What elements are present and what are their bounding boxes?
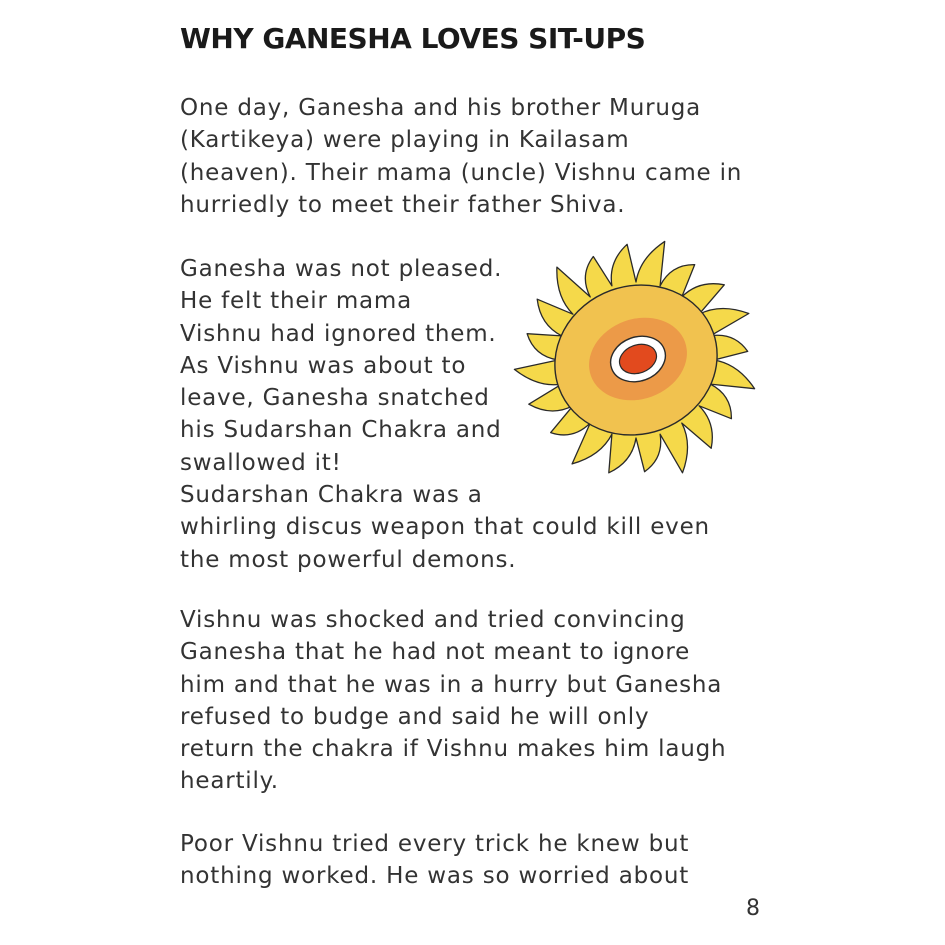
text-line: (heaven). Their mama (uncle) Vishnu came in bbox=[180, 159, 743, 186]
text-line: He felt their mama bbox=[180, 288, 413, 315]
text-line: Poor Vishnu tried every trick he knew but bbox=[180, 831, 690, 857]
chakra-sun-icon bbox=[512, 238, 762, 478]
text-line: nothing worked. He was so worried about bbox=[180, 863, 690, 890]
text-line: him and that he was in a hurry but Ganesha bbox=[180, 671, 723, 698]
text-line: refused to budge and said he will only bbox=[180, 703, 650, 730]
text-line: his Sudarshan Chakra and bbox=[180, 417, 502, 444]
text-line: the most powerful demons. bbox=[180, 546, 517, 573]
text-line: (Kartikeya) were playing in Kailasam bbox=[180, 127, 630, 154]
text-line: Ganesha that he had not meant to ignore bbox=[180, 639, 691, 666]
text-line: Sudarshan Chakra was a bbox=[180, 482, 483, 509]
text-line: return the chakra if Vishnu makes him laugh bbox=[180, 736, 727, 763]
text-line: Ganesha was not pleased. bbox=[180, 256, 503, 282]
text-line: Vishnu had ignored them. bbox=[180, 320, 497, 347]
paragraph-1 bbox=[180, 92, 742, 221]
paragraph-3 bbox=[180, 604, 726, 798]
text-line: leave, Ganesha snatched bbox=[180, 385, 490, 412]
text-line: One day, Ganesha and his brother Muruga bbox=[180, 95, 702, 121]
page-number: 8 bbox=[746, 896, 760, 921]
page-title: WHY GANESHA LOVES SIT-UPS bbox=[180, 22, 646, 55]
paragraph-4 bbox=[180, 828, 689, 893]
text-line: As Vishnu was about to bbox=[180, 352, 467, 379]
text-line: hurriedly to meet their father Shiva. bbox=[180, 191, 626, 218]
text-line: heartily. bbox=[180, 768, 279, 795]
text-line: whirling discus weapon that could kill even bbox=[180, 514, 710, 541]
text-line: swallowed it! bbox=[180, 449, 342, 476]
text-line: Vishnu was shocked and tried convincing bbox=[180, 607, 686, 633]
